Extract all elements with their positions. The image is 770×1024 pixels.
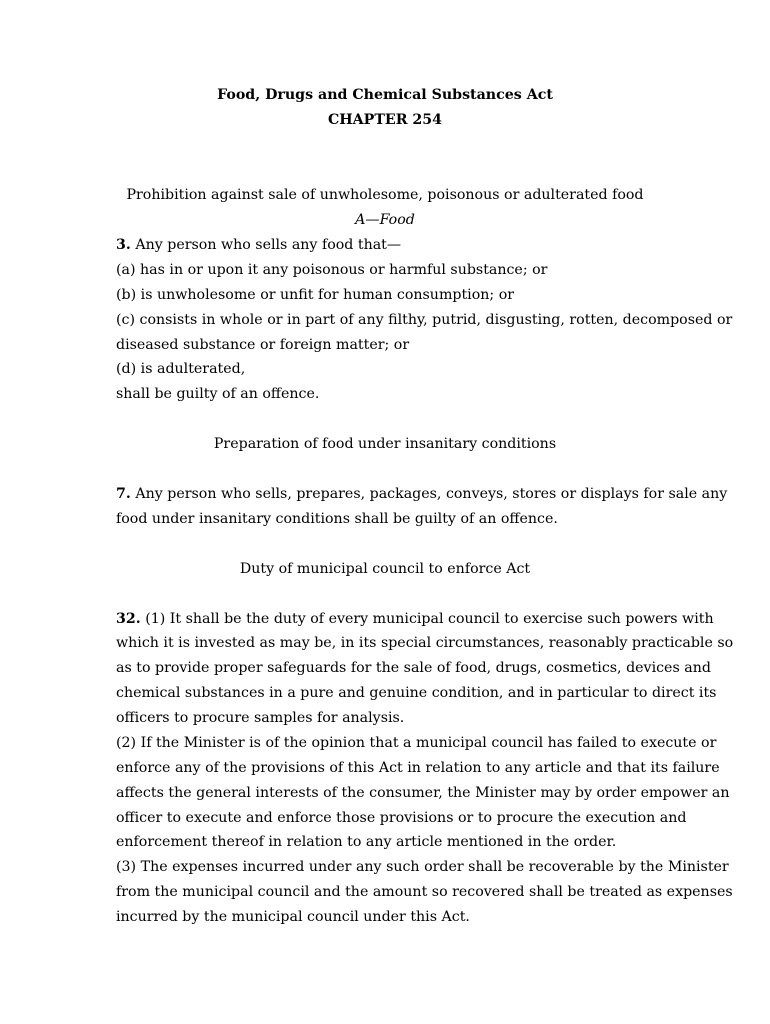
section-32-p1-line1 — [116, 610, 714, 628]
section-32-p3-line3: incurred by the municipal council under this Act. — [116, 909, 470, 925]
section-32-p3-line2: from the municipal council and the amount so recovered shall be treated as expenses — [116, 884, 733, 900]
section-3-item-c-line1: (c) consists in whole or in part of any filthy, putrid, disgusting, rotten, decomposed or — [116, 312, 733, 328]
section-3-intro: Any person who sells any food that— — [135, 237, 402, 253]
section-32-p2-line2: enforce any of the provisions of this Act in relation to any article and that its failure — [116, 760, 720, 776]
section-3-closing: shall be guilty of an offence. — [116, 386, 320, 402]
section-7-line1 — [116, 485, 727, 503]
chapter-heading: CHAPTER 254 — [327, 112, 443, 128]
section-32-p2-line4: officer to execute and enforce those provisions or to procure the execution and — [116, 810, 687, 826]
section-3-intro-line — [116, 236, 401, 254]
section-32-p1-line4: chemical substances in a pure and genuine condition, and in particular to direct its — [116, 685, 717, 701]
section-32-p2-line5: enforcement thereof in relation to any article mentioned in the order. — [116, 834, 617, 850]
section-7-text: Any person who sells, prepares, packages, conveys, stores or displays for sale any — [135, 486, 728, 502]
section-32-p2-line3: affects the general interests of the consumer, the Minister may by order empower an — [116, 785, 730, 801]
section-3-subheading: A—Food — [355, 212, 415, 228]
section-32-p1-line2: which it is invested as may be, in its special circumstances, reasonably practicable so — [116, 635, 734, 651]
section-32-p1-line3: as to provide proper safeguards for the sale of food, drugs, cosmetics, devices and — [116, 660, 711, 676]
section-3-item-b: (b) is unwholesome or unfit for human consumption; or — [116, 287, 515, 303]
section-3-item-d: (d) is adulterated, — [116, 361, 246, 377]
section-32-number: 32. — [116, 611, 141, 627]
document-title: Food, Drugs and Chemical Substances Act — [217, 87, 553, 103]
section-7-line2: food under insanitary conditions shall be guilty of an offence. — [116, 511, 558, 527]
section-7-heading: Preparation of food under insanitary conditions — [213, 436, 557, 452]
section-3-item-a: (a) has in or upon it any poisonous or harmful substance; or — [116, 262, 548, 278]
section-32-heading: Duty of municipal council to enforce Act — [239, 561, 531, 577]
section-32-p3-line1: (3) The expenses incurred under any such order shall be recoverable by the Minister — [116, 859, 729, 875]
section-32-text: (1) It shall be the duty of every municipal council to exercise such powers with — [145, 611, 714, 627]
section-3-item-c-line2: diseased substance or foreign matter; or — [116, 337, 410, 353]
section-7-number: 7. — [116, 486, 131, 502]
section-3-number: 3. — [116, 237, 131, 253]
section-32-p2-line1: (2) If the Minister is of the opinion that a municipal council has failed to execute or — [116, 735, 717, 751]
section-3-heading: Prohibition against sale of unwholesome, poisonous or adulterated food — [126, 187, 644, 203]
section-32-p1-line5: officers to procure samples for analysis. — [116, 710, 405, 726]
